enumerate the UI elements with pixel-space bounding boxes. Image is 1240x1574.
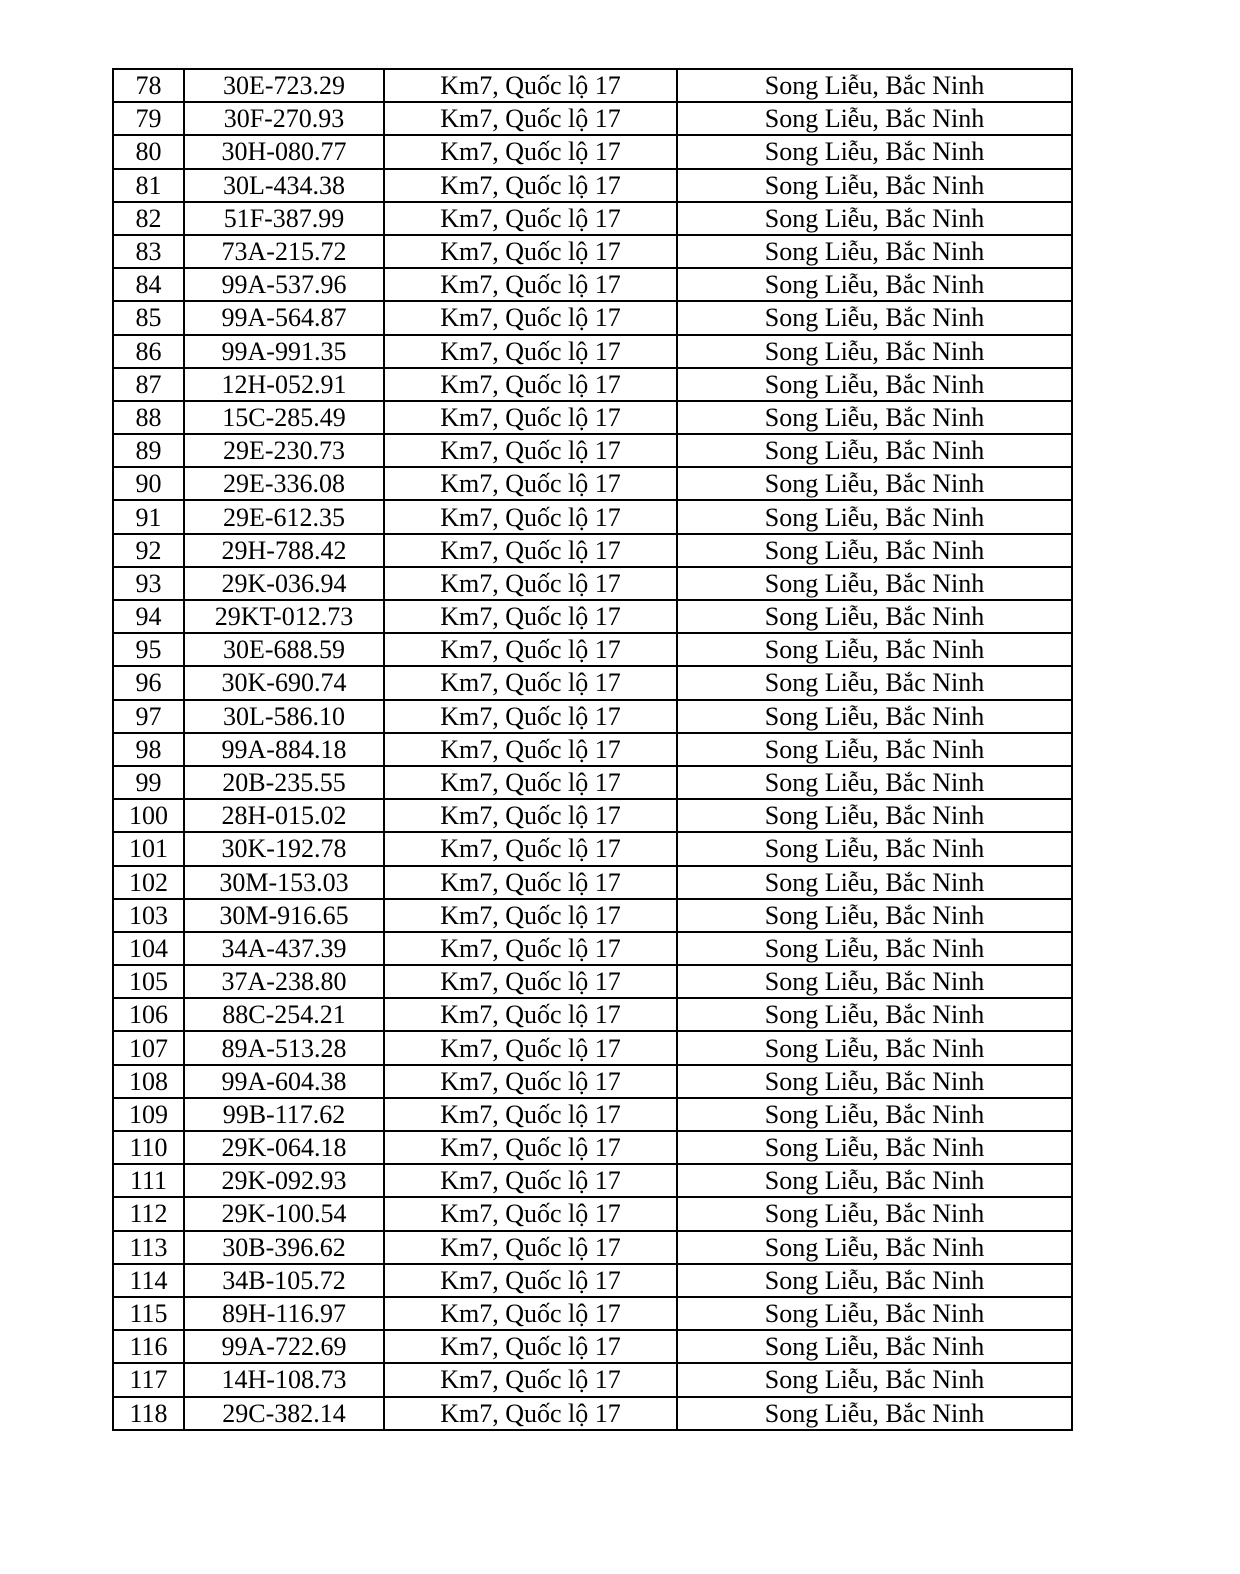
location-cell: Km7, Quốc lộ 17 (384, 1031, 677, 1064)
license-plate-cell: 15C-285.49 (184, 401, 384, 434)
row-number-cell: 80 (113, 135, 184, 168)
row-number-cell: 84 (113, 268, 184, 301)
unit-cell: Song Liễu, Bắc Ninh (677, 1031, 1072, 1064)
license-plate-cell: 29E-612.35 (184, 500, 384, 533)
table-row (113, 534, 1072, 567)
unit-cell: Song Liễu, Bắc Ninh (677, 169, 1072, 202)
records-table (112, 68, 1073, 1431)
table-row (113, 965, 1072, 998)
table-row (113, 135, 1072, 168)
unit-cell: Song Liễu, Bắc Ninh (677, 932, 1072, 965)
location-cell: Km7, Quốc lộ 17 (384, 666, 677, 699)
license-plate-cell: 29E-230.73 (184, 434, 384, 467)
table-row (113, 1397, 1072, 1430)
unit-cell: Song Liễu, Bắc Ninh (677, 268, 1072, 301)
location-cell: Km7, Quốc lộ 17 (384, 301, 677, 334)
location-cell: Km7, Quốc lộ 17 (384, 534, 677, 567)
license-plate-cell: 12H-052.91 (184, 368, 384, 401)
row-number-cell: 92 (113, 534, 184, 567)
location-cell: Km7, Quốc lộ 17 (384, 1363, 677, 1396)
table-row (113, 368, 1072, 401)
license-plate-cell: 51F-387.99 (184, 202, 384, 235)
unit-cell: Song Liễu, Bắc Ninh (677, 600, 1072, 633)
row-number-cell: 114 (113, 1264, 184, 1297)
row-number-cell: 110 (113, 1131, 184, 1164)
license-plate-cell: 29E-336.08 (184, 467, 384, 500)
table-row (113, 866, 1072, 899)
license-plate-cell: 30M-153.03 (184, 866, 384, 899)
license-plate-cell: 89H-116.97 (184, 1297, 384, 1330)
unit-cell: Song Liễu, Bắc Ninh (677, 899, 1072, 932)
license-plate-cell: 30L-586.10 (184, 700, 384, 733)
unit-cell: Song Liễu, Bắc Ninh (677, 1197, 1072, 1230)
table-row (113, 567, 1072, 600)
row-number-cell: 86 (113, 335, 184, 368)
table-row (113, 666, 1072, 699)
row-number-cell: 87 (113, 368, 184, 401)
location-cell: Km7, Quốc lộ 17 (384, 1397, 677, 1430)
table-row (113, 467, 1072, 500)
license-plate-cell: 99A-991.35 (184, 335, 384, 368)
location-cell: Km7, Quốc lộ 17 (384, 1197, 677, 1230)
unit-cell: Song Liễu, Bắc Ninh (677, 301, 1072, 334)
location-cell: Km7, Quốc lộ 17 (384, 169, 677, 202)
unit-cell: Song Liễu, Bắc Ninh (677, 135, 1072, 168)
location-cell: Km7, Quốc lộ 17 (384, 368, 677, 401)
license-plate-cell: 34B-105.72 (184, 1264, 384, 1297)
license-plate-cell: 20B-235.55 (184, 766, 384, 799)
unit-cell: Song Liễu, Bắc Ninh (677, 998, 1072, 1031)
unit-cell: Song Liễu, Bắc Ninh (677, 700, 1072, 733)
location-cell: Km7, Quốc lộ 17 (384, 268, 677, 301)
location-cell: Km7, Quốc lộ 17 (384, 1131, 677, 1164)
location-cell: Km7, Quốc lộ 17 (384, 1065, 677, 1098)
row-number-cell: 113 (113, 1231, 184, 1264)
unit-cell: Song Liễu, Bắc Ninh (677, 666, 1072, 699)
location-cell: Km7, Quốc lộ 17 (384, 69, 677, 102)
unit-cell: Song Liễu, Bắc Ninh (677, 567, 1072, 600)
table-row (113, 268, 1072, 301)
license-plate-cell: 29KT-012.73 (184, 600, 384, 633)
row-number-cell: 81 (113, 169, 184, 202)
row-number-cell: 79 (113, 102, 184, 135)
license-plate-cell: 30K-192.78 (184, 832, 384, 865)
location-cell: Km7, Quốc lộ 17 (384, 1330, 677, 1363)
table-row (113, 102, 1072, 135)
unit-cell: Song Liễu, Bắc Ninh (677, 202, 1072, 235)
location-cell: Km7, Quốc lộ 17 (384, 965, 677, 998)
license-plate-cell: 29K-092.93 (184, 1164, 384, 1197)
table-row (113, 235, 1072, 268)
license-plate-cell: 99A-884.18 (184, 733, 384, 766)
unit-cell: Song Liễu, Bắc Ninh (677, 1231, 1072, 1264)
location-cell: Km7, Quốc lộ 17 (384, 899, 677, 932)
license-plate-cell: 99B-117.62 (184, 1098, 384, 1131)
license-plate-cell: 30M-916.65 (184, 899, 384, 932)
license-plate-cell: 30B-396.62 (184, 1231, 384, 1264)
license-plate-cell: 30E-688.59 (184, 633, 384, 666)
row-number-cell: 112 (113, 1197, 184, 1230)
table-row (113, 335, 1072, 368)
row-number-cell: 101 (113, 832, 184, 865)
row-number-cell: 111 (113, 1164, 184, 1197)
license-plate-cell: 73A-215.72 (184, 235, 384, 268)
row-number-cell: 117 (113, 1363, 184, 1396)
location-cell: Km7, Quốc lộ 17 (384, 1264, 677, 1297)
row-number-cell: 109 (113, 1098, 184, 1131)
license-plate-cell: 99A-537.96 (184, 268, 384, 301)
records-table-body (113, 69, 1072, 1430)
unit-cell: Song Liễu, Bắc Ninh (677, 965, 1072, 998)
unit-cell: Song Liễu, Bắc Ninh (677, 1131, 1072, 1164)
row-number-cell: 78 (113, 69, 184, 102)
unit-cell: Song Liễu, Bắc Ninh (677, 235, 1072, 268)
table-row (113, 434, 1072, 467)
row-number-cell: 115 (113, 1297, 184, 1330)
table-row (113, 633, 1072, 666)
unit-cell: Song Liễu, Bắc Ninh (677, 534, 1072, 567)
location-cell: Km7, Quốc lộ 17 (384, 866, 677, 899)
row-number-cell: 102 (113, 866, 184, 899)
row-number-cell: 106 (113, 998, 184, 1031)
license-plate-cell: 28H-015.02 (184, 799, 384, 832)
table-row (113, 169, 1072, 202)
location-cell: Km7, Quốc lộ 17 (384, 998, 677, 1031)
row-number-cell: 97 (113, 700, 184, 733)
table-row (113, 1231, 1072, 1264)
row-number-cell: 94 (113, 600, 184, 633)
license-plate-cell: 14H-108.73 (184, 1363, 384, 1396)
location-cell: Km7, Quốc lộ 17 (384, 102, 677, 135)
row-number-cell: 96 (113, 666, 184, 699)
license-plate-cell: 30F-270.93 (184, 102, 384, 135)
unit-cell: Song Liễu, Bắc Ninh (677, 1264, 1072, 1297)
table-row (113, 1363, 1072, 1396)
unit-cell: Song Liễu, Bắc Ninh (677, 69, 1072, 102)
location-cell: Km7, Quốc lộ 17 (384, 1098, 677, 1131)
table-row (113, 401, 1072, 434)
table-row (113, 1297, 1072, 1330)
unit-cell: Song Liễu, Bắc Ninh (677, 1330, 1072, 1363)
table-row (113, 799, 1072, 832)
license-plate-cell: 30E-723.29 (184, 69, 384, 102)
license-plate-cell: 29K-064.18 (184, 1131, 384, 1164)
location-cell: Km7, Quốc lộ 17 (384, 932, 677, 965)
license-plate-cell: 30H-080.77 (184, 135, 384, 168)
unit-cell: Song Liễu, Bắc Ninh (677, 1065, 1072, 1098)
row-number-cell: 103 (113, 899, 184, 932)
location-cell: Km7, Quốc lộ 17 (384, 235, 677, 268)
table-row (113, 500, 1072, 533)
table-row (113, 932, 1072, 965)
row-number-cell: 85 (113, 301, 184, 334)
table-row (113, 1164, 1072, 1197)
table-row (113, 998, 1072, 1031)
row-number-cell: 98 (113, 733, 184, 766)
location-cell: Km7, Quốc lộ 17 (384, 733, 677, 766)
table-row (113, 69, 1072, 102)
license-plate-cell: 29K-036.94 (184, 567, 384, 600)
table-row (113, 1131, 1072, 1164)
license-plate-cell: 99A-722.69 (184, 1330, 384, 1363)
location-cell: Km7, Quốc lộ 17 (384, 633, 677, 666)
unit-cell: Song Liễu, Bắc Ninh (677, 866, 1072, 899)
location-cell: Km7, Quốc lộ 17 (384, 799, 677, 832)
row-number-cell: 93 (113, 567, 184, 600)
unit-cell: Song Liễu, Bắc Ninh (677, 1164, 1072, 1197)
unit-cell: Song Liễu, Bắc Ninh (677, 102, 1072, 135)
location-cell: Km7, Quốc lộ 17 (384, 1231, 677, 1264)
row-number-cell: 100 (113, 799, 184, 832)
row-number-cell: 83 (113, 235, 184, 268)
row-number-cell: 95 (113, 633, 184, 666)
table-row (113, 1031, 1072, 1064)
unit-cell: Song Liễu, Bắc Ninh (677, 335, 1072, 368)
unit-cell: Song Liễu, Bắc Ninh (677, 401, 1072, 434)
unit-cell: Song Liễu, Bắc Ninh (677, 1098, 1072, 1131)
unit-cell: Song Liễu, Bắc Ninh (677, 766, 1072, 799)
table-row (113, 600, 1072, 633)
location-cell: Km7, Quốc lộ 17 (384, 434, 677, 467)
row-number-cell: 108 (113, 1065, 184, 1098)
table-row (113, 899, 1072, 932)
license-plate-cell: 88C-254.21 (184, 998, 384, 1031)
license-plate-cell: 30K-690.74 (184, 666, 384, 699)
table-row (113, 1197, 1072, 1230)
license-plate-cell: 99A-564.87 (184, 301, 384, 334)
row-number-cell: 104 (113, 932, 184, 965)
row-number-cell: 82 (113, 202, 184, 235)
unit-cell: Song Liễu, Bắc Ninh (677, 633, 1072, 666)
location-cell: Km7, Quốc lộ 17 (384, 766, 677, 799)
row-number-cell: 116 (113, 1330, 184, 1363)
unit-cell: Song Liễu, Bắc Ninh (677, 467, 1072, 500)
license-plate-cell: 89A-513.28 (184, 1031, 384, 1064)
location-cell: Km7, Quốc lộ 17 (384, 500, 677, 533)
table-row (113, 1065, 1072, 1098)
location-cell: Km7, Quốc lộ 17 (384, 401, 677, 434)
location-cell: Km7, Quốc lộ 17 (384, 1297, 677, 1330)
location-cell: Km7, Quốc lộ 17 (384, 335, 677, 368)
license-plate-cell: 30L-434.38 (184, 169, 384, 202)
row-number-cell: 107 (113, 1031, 184, 1064)
location-cell: Km7, Quốc lộ 17 (384, 567, 677, 600)
table-row (113, 766, 1072, 799)
license-plate-cell: 34A-437.39 (184, 932, 384, 965)
row-number-cell: 91 (113, 500, 184, 533)
row-number-cell: 88 (113, 401, 184, 434)
table-row (113, 700, 1072, 733)
license-plate-cell: 29H-788.42 (184, 534, 384, 567)
row-number-cell: 90 (113, 467, 184, 500)
unit-cell: Song Liễu, Bắc Ninh (677, 434, 1072, 467)
table-row (113, 301, 1072, 334)
table-row (113, 1264, 1072, 1297)
table-row (113, 1330, 1072, 1363)
row-number-cell: 118 (113, 1397, 184, 1430)
unit-cell: Song Liễu, Bắc Ninh (677, 799, 1072, 832)
unit-cell: Song Liễu, Bắc Ninh (677, 1397, 1072, 1430)
table-row (113, 202, 1072, 235)
row-number-cell: 89 (113, 434, 184, 467)
license-plate-cell: 29C-382.14 (184, 1397, 384, 1430)
license-plate-cell: 37A-238.80 (184, 965, 384, 998)
location-cell: Km7, Quốc lộ 17 (384, 600, 677, 633)
table-row (113, 1098, 1072, 1131)
license-plate-cell: 99A-604.38 (184, 1065, 384, 1098)
unit-cell: Song Liễu, Bắc Ninh (677, 1297, 1072, 1330)
location-cell: Km7, Quốc lộ 17 (384, 832, 677, 865)
unit-cell: Song Liễu, Bắc Ninh (677, 368, 1072, 401)
unit-cell: Song Liễu, Bắc Ninh (677, 733, 1072, 766)
table-row (113, 832, 1072, 865)
unit-cell: Song Liễu, Bắc Ninh (677, 832, 1072, 865)
license-plate-cell: 29K-100.54 (184, 1197, 384, 1230)
location-cell: Km7, Quốc lộ 17 (384, 700, 677, 733)
location-cell: Km7, Quốc lộ 17 (384, 202, 677, 235)
location-cell: Km7, Quốc lộ 17 (384, 135, 677, 168)
location-cell: Km7, Quốc lộ 17 (384, 1164, 677, 1197)
unit-cell: Song Liễu, Bắc Ninh (677, 1363, 1072, 1396)
location-cell: Km7, Quốc lộ 17 (384, 467, 677, 500)
table-row (113, 733, 1072, 766)
row-number-cell: 105 (113, 965, 184, 998)
unit-cell: Song Liễu, Bắc Ninh (677, 500, 1072, 533)
row-number-cell: 99 (113, 766, 184, 799)
